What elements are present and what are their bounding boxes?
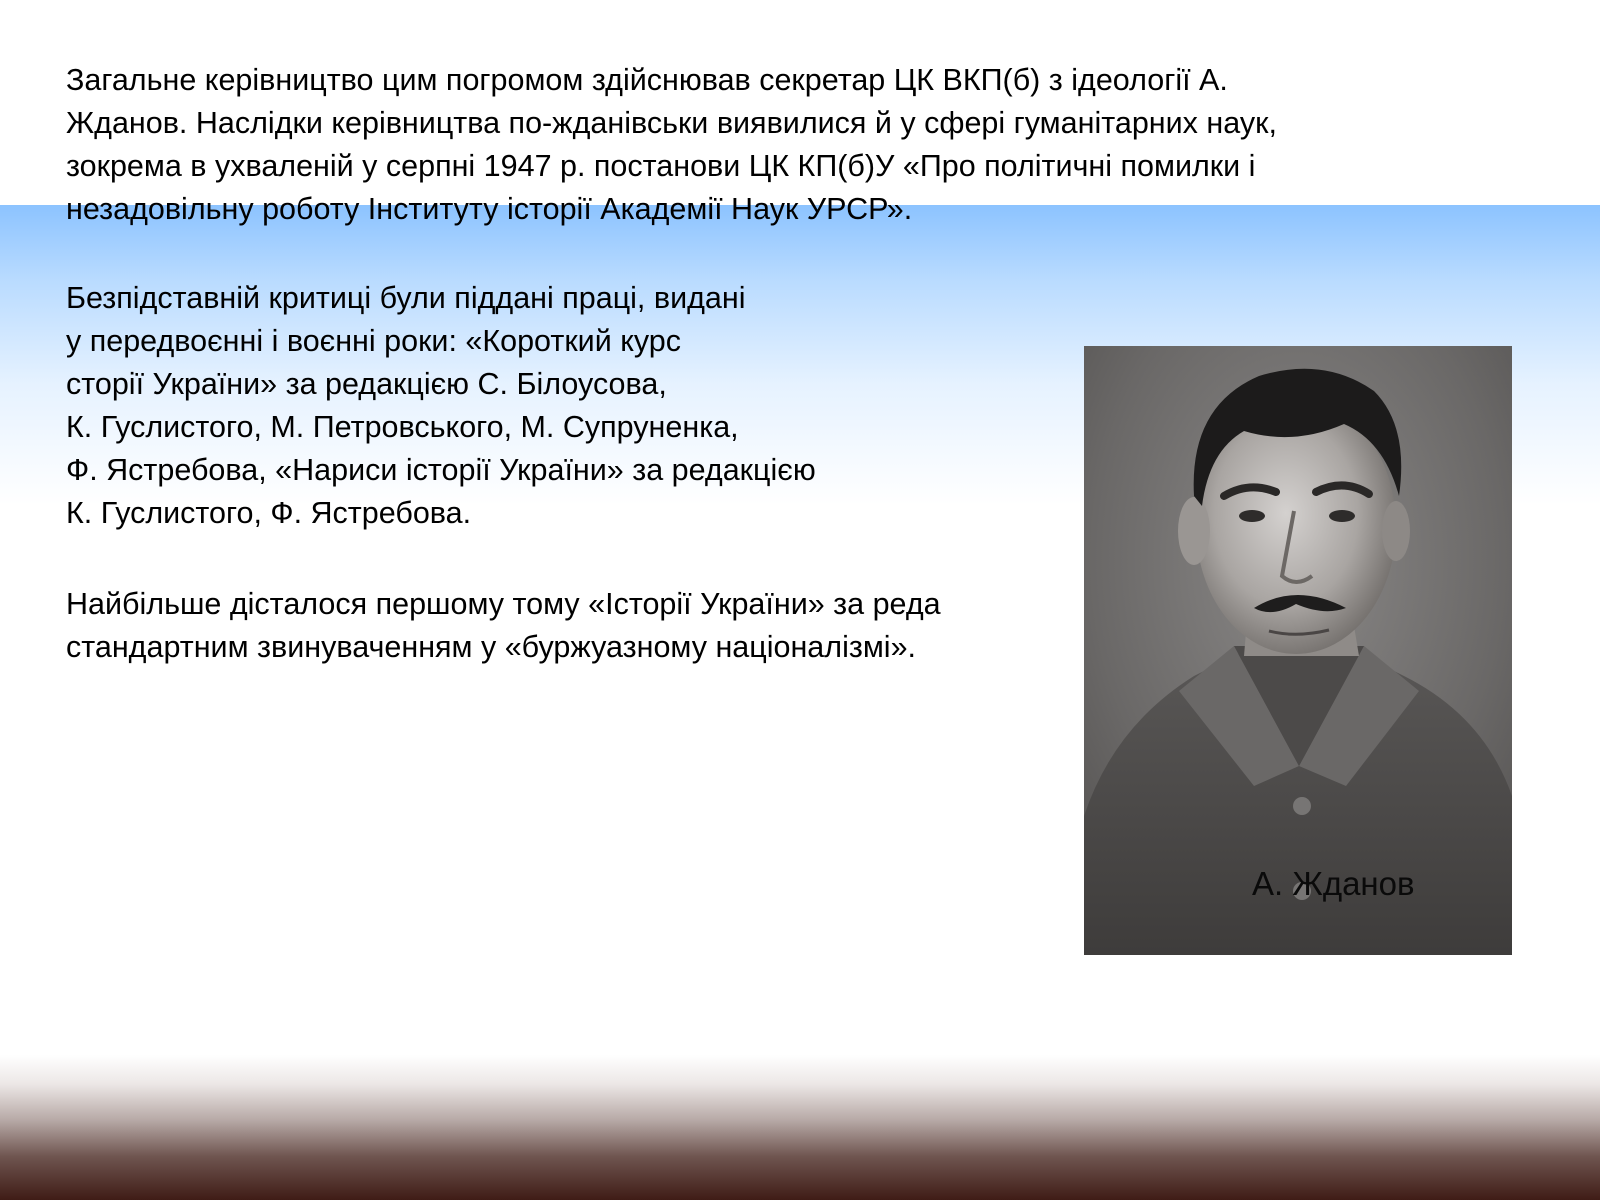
paragraph-line: Ф. Ястребова, «Нариси історії України» за редакцією bbox=[66, 453, 816, 487]
bottom-gradient-band bbox=[0, 1055, 1600, 1200]
paragraph-line: К. Гуслистого, Ф. Ястребова. bbox=[66, 496, 472, 530]
paragraph-line: Загальне керівництво цим погромом здійснював секретар ЦК ВКП(б) з ідеології А. bbox=[66, 63, 1228, 97]
portrait-illustration bbox=[1084, 346, 1512, 955]
paragraph-line: Безпідставній критиці були піддані праці, видані bbox=[66, 281, 746, 315]
paragraph-line: Найбільше дісталося першому тому «Історії України» за реда bbox=[66, 587, 941, 621]
paragraph-line: незадовільну роботу Інституту історії Академії Наук УРСР». bbox=[66, 192, 913, 226]
paragraph-line: стандартним звинуваченням у «буржуазному націоналізмі». bbox=[66, 630, 917, 664]
paragraph-leadership bbox=[66, 59, 1277, 231]
paragraph-line: К. Гуслистого, М. Петровського, М. Супруненка, bbox=[66, 410, 739, 444]
paragraph-line: сторії України» за редакцією С. Білоусова, bbox=[66, 367, 667, 401]
portrait-caption: А. Жданов bbox=[1252, 865, 1415, 902]
paragraph-line: у передвоєнні і воєнні роки: «Короткий курс bbox=[66, 324, 682, 358]
paragraph-first-volume bbox=[66, 583, 941, 669]
paragraph-line: Жданов. Наслідки керівництва по-жданівськи виявилися й у сфері гуманітарних наук, bbox=[66, 106, 1277, 140]
paragraph-criticism bbox=[66, 277, 816, 535]
paragraph-line: зокрема в ухваленій у серпні 1947 р. постанови ЦК КП(б)У «Про політичні помилки і bbox=[66, 149, 1256, 183]
portrait-photo bbox=[1084, 346, 1512, 955]
